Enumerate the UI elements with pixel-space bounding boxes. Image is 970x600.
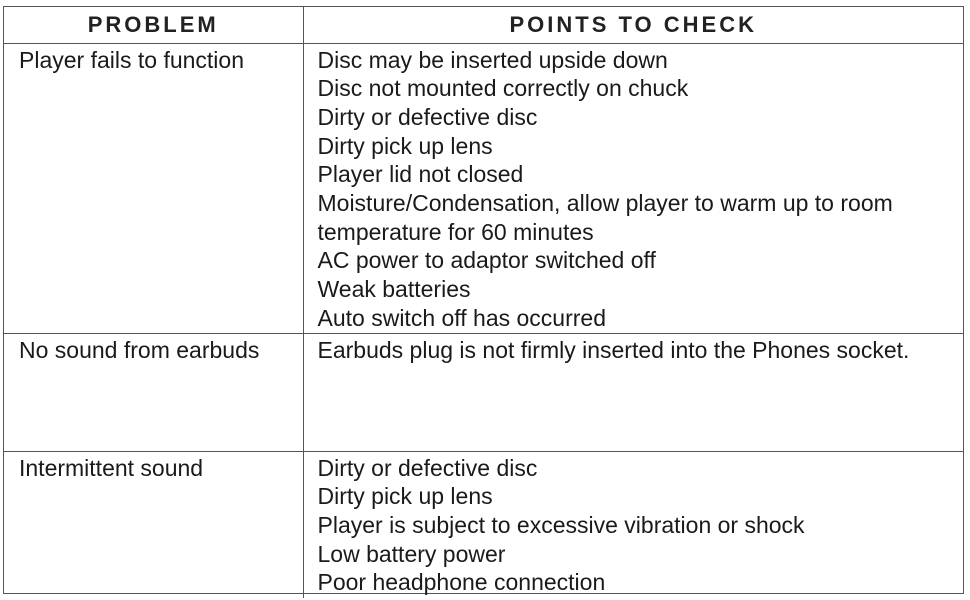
check-item: Low battery power xyxy=(317,540,506,567)
check-list xyxy=(318,46,954,333)
check-item: Moisture/Condensation, allow player to warm up to room temperature for 60 minutes xyxy=(317,190,893,245)
problem-cell: Intermittent sound xyxy=(4,451,303,598)
check-item: Poor headphone connection xyxy=(317,569,606,596)
check-item: Disc not mounted correctly on chuck xyxy=(317,75,689,102)
check-item: Player lid not closed xyxy=(317,161,524,188)
checks-cell xyxy=(303,451,963,598)
check-item: Weak batteries xyxy=(317,276,471,303)
header-row xyxy=(4,7,963,43)
check-list xyxy=(318,336,954,365)
troubleshooting-table xyxy=(4,7,963,598)
check-item: Dirty or defective disc xyxy=(317,103,538,130)
check-item: Earbuds plug is not firmly inserted into the Phones socket. xyxy=(317,336,910,363)
check-item: Dirty pick up lens xyxy=(317,483,493,510)
problem-column-header: PROBLEM xyxy=(4,7,303,43)
table-row xyxy=(4,451,963,598)
check-item: AC power to adaptor switched off xyxy=(317,247,656,274)
check-item: Auto switch off has occurred xyxy=(317,304,606,331)
points-to-check-column-header: POINTS TO CHECK xyxy=(303,7,963,43)
table-row xyxy=(4,333,963,451)
check-item: Dirty pick up lens xyxy=(317,132,493,159)
check-item: Dirty or defective disc xyxy=(317,454,538,481)
problem-cell: Player fails to function xyxy=(4,43,303,333)
check-item: Player is subject to excessive vibration or shock xyxy=(317,511,805,538)
checks-cell xyxy=(303,333,963,451)
checks-cell xyxy=(303,43,963,333)
troubleshooting-sheet xyxy=(3,6,964,594)
problem-cell: No sound from earbuds xyxy=(4,333,303,451)
table-row xyxy=(4,43,963,333)
check-item: Disc may be inserted upside down xyxy=(317,46,668,73)
check-list xyxy=(318,454,954,598)
